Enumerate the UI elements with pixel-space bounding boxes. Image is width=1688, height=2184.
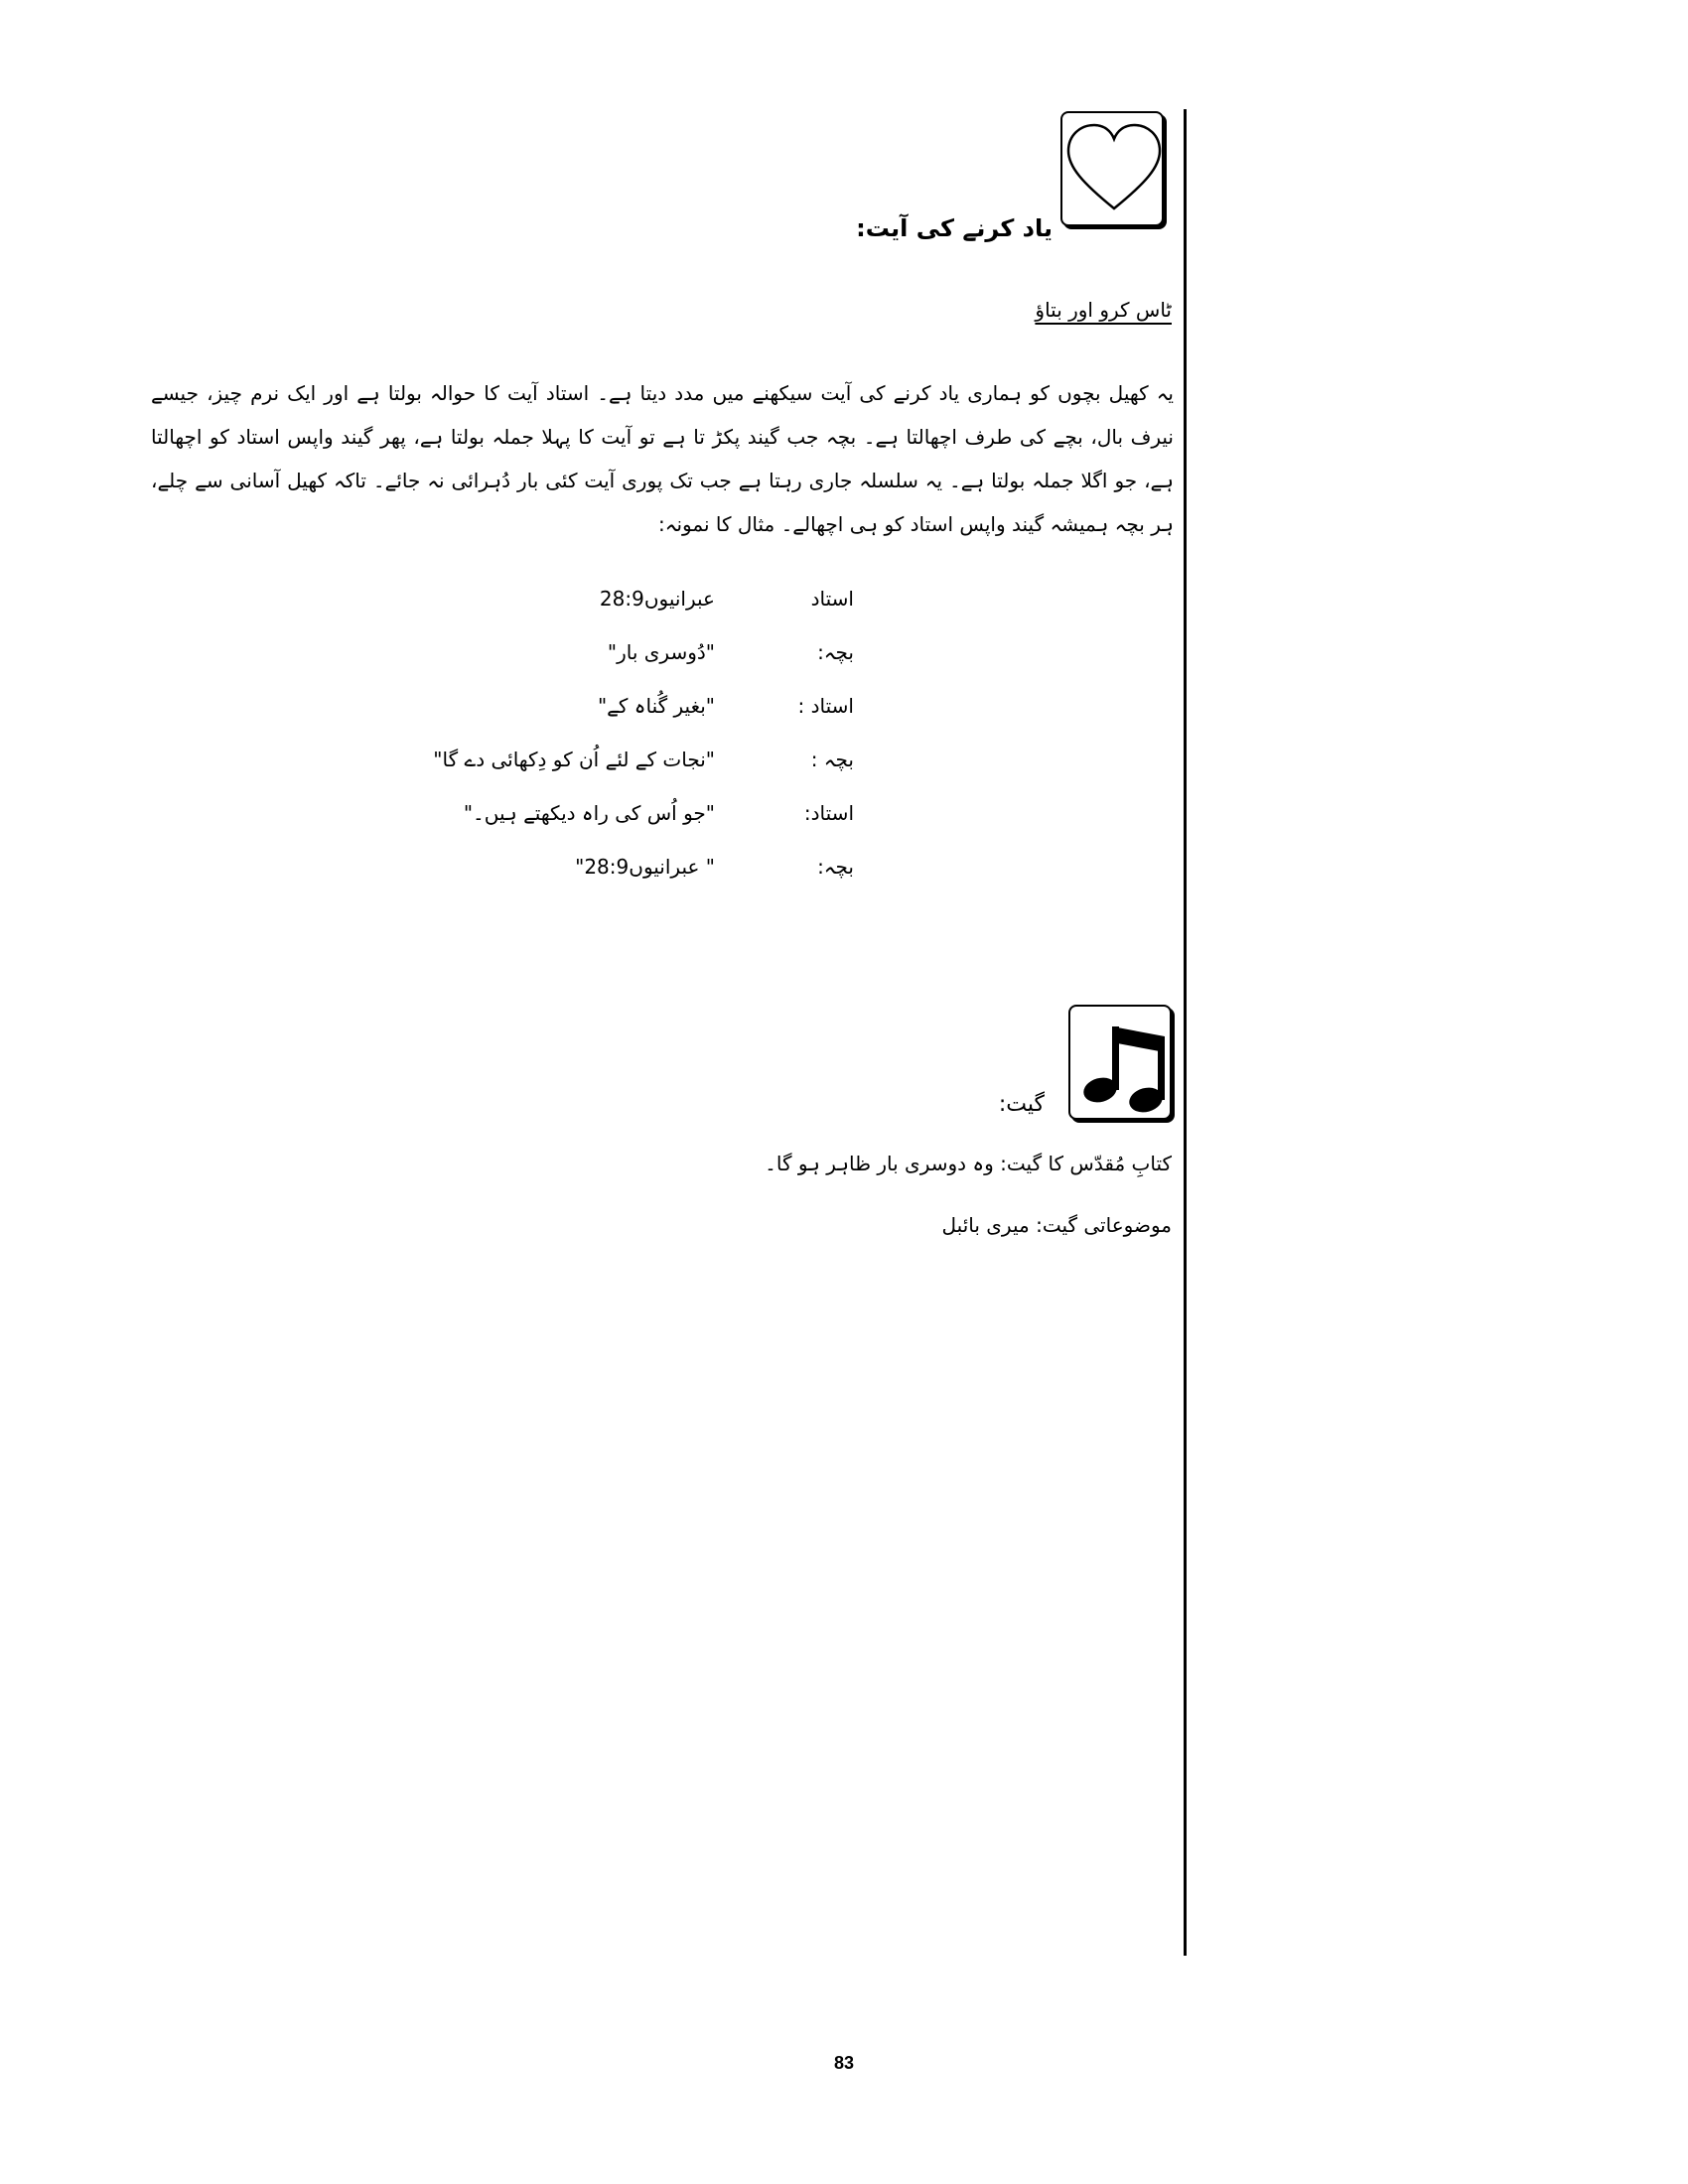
page-number: 83 — [833, 2053, 855, 2073]
dialogue-row — [338, 840, 854, 893]
music-note-icon — [1070, 1007, 1174, 1122]
margin-rule — [1184, 109, 1187, 1956]
dialogue-text: "نجات کے لئے اُن کو دِکھائی دے گا" — [433, 748, 715, 771]
dialogue-speaker: بچہ : — [810, 748, 854, 771]
dialogue-text: "جو اُس کی راہ دیکھتے ہیں۔" — [463, 801, 715, 825]
dialogue-text: "دُوسری بار" — [607, 640, 715, 664]
dialogue-text: " عبرانیوں28:9" — [575, 855, 715, 879]
dialogue-row — [338, 679, 854, 733]
dialogue-row — [338, 625, 854, 679]
example-dialogue — [338, 572, 854, 893]
dialogue-row — [338, 572, 854, 625]
dialogue-speaker: بچہ: — [817, 855, 854, 879]
memory-verse-label: یاد کرنے کی آیت: — [856, 214, 1053, 242]
dialogue-row — [338, 733, 854, 786]
dialogue-speaker: استاد — [810, 587, 854, 611]
heart-icon-box — [1060, 111, 1164, 226]
song-label: گیت: — [998, 1092, 1045, 1117]
dialogue-text: "بغیر گُناہ کے" — [597, 694, 715, 718]
dialogue-speaker: استاد: — [803, 801, 854, 825]
dialogue-text: عبرانیوں28:9 — [599, 587, 715, 611]
dialogue-row — [338, 786, 854, 840]
bible-song-line: کتابِ مُقدّس کا گیت: وہ دوسری بار ظاہر ہو گا۔ — [765, 1152, 1172, 1175]
game-description: یہ کھیل بچوں کو ہماری یاد کرنے کی آیت سیکھنے میں مدد دیتا ہے۔ استاد آیت کا حوالہ بولتا ہے اور ایک نرم چیز، جیسے نیرف بال، بچے کی طرف اچھالتا ہے۔ بچہ جب گیند پکڑ تا ہے تو آیت کا پہلا جملہ بولتا ہے، پھر گیند واپس استاد کو اچھالتا ہے، جو اگلا جملہ بولتا ہے۔ یہ سلسلہ جاری رہتا ہے جب تک پوری آیت کئی بار دُہرائی نہ جائے۔ تاکہ کھیل آسانی سے چلے، ہر بچہ ہمیشہ گیند واپس استاد کو ہی اچھالے۔ مثال کا نمونہ: — [151, 381, 1174, 536]
dialogue-speaker: بچہ: — [817, 640, 854, 664]
theme-song-line: موضوعاتی گیت: میری بائبل — [941, 1213, 1172, 1237]
music-note-icon-box — [1068, 1005, 1172, 1120]
game-title: ٹاس کرو اور بتاؤ — [1035, 298, 1172, 322]
dialogue-speaker: استاد : — [797, 694, 854, 718]
heart-icon — [1062, 113, 1166, 228]
